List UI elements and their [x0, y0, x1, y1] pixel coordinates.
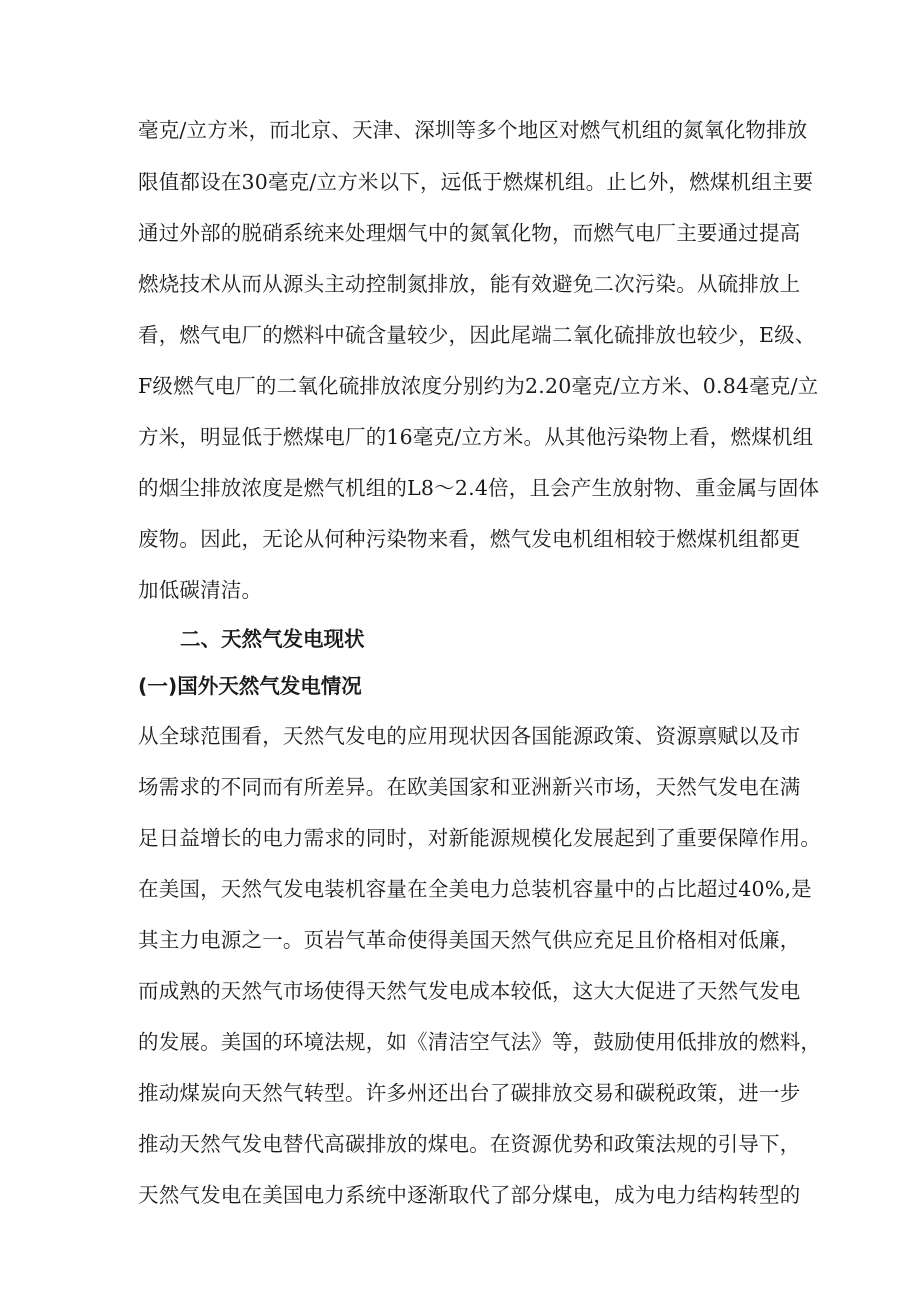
text-line: 的发展。美国的环境法规，如《清洁空气法》等，鼓励使用低排放的燃料，	[138, 1030, 822, 1054]
text-line: 推动天然气发电替代高碳排放的煤电。在资源优势和政策法规的引导下，	[138, 1132, 801, 1156]
section-heading: 二、天然气发电现状	[180, 627, 365, 651]
text-line: 在美国，天然气发电装机容量在全美电力总装机容量中的占比超过40%,是	[138, 877, 812, 901]
subsection-heading: (一)国外天然气发电情况	[138, 674, 362, 698]
text-line: 方米，明显低于燃煤电厂的16毫克/立方米。从其他污染物上看，燃煤机组	[138, 425, 814, 449]
text-line: 的烟尘排放浓度是燃气机组的L8〜2.4倍，且会产生放射物、重金属与固体	[138, 476, 820, 500]
text-line: 限值都设在30毫克/立方米以下，远低于燃煤机组。止匕外，燃煤机组主要	[138, 170, 814, 194]
text-line: 足日益增长的电力需求的同时，对新能源规模化发展起到了重要保障作用。	[138, 826, 822, 850]
text-line: 看，燃气电厂的燃料中硫含量较少，因此尾端二氧化硫排放也较少，E级、	[138, 323, 816, 347]
text-line: F级燃气电厂的二氧化硫排放浓度分别约为2.20毫克/立方米、0.84毫克/立	[138, 374, 819, 398]
text-line: 而成熟的天然气市场使得天然气发电成本较低，这大大促进了天然气发电	[138, 979, 801, 1003]
text-line: 燃烧技术从而从源头主动控制氮排放，能有效避免二次污染。从硫排放上	[138, 272, 801, 296]
text-line: 加低碳清洁。	[138, 578, 263, 602]
text-line: 其主力电源之一。页岩气革命使得美国天然气供应充足且价格相对低廉，	[138, 928, 801, 952]
text-line: 场需求的不同而有所差异。在欧美国家和亚洲新兴市场，天然气发电在满	[138, 775, 801, 799]
text-line: 通过外部的脱硝系统来处理烟气中的氮氧化物，而燃气电厂主要通过提高	[138, 221, 801, 245]
text-line: 毫克/立方米，而北京、天津、深圳等多个地区对燃气机组的氮氧化物排放	[138, 118, 808, 142]
text-line: 天然气发电在美国电力系统中逐渐取代了部分煤电，成为电力结构转型的	[138, 1183, 801, 1207]
text-line: 废物。因此，无论从何种污染物来看，燃气发电机组相较于燃煤机组都更	[138, 527, 801, 551]
text-line: 从全球范围看，天然气发电的应用现状因各国能源政策、资源禀赋以及市	[138, 724, 801, 748]
text-line: 推动煤炭向天然气转型。许多州还出台了碳排放交易和碳税政策，进一步	[138, 1081, 801, 1105]
